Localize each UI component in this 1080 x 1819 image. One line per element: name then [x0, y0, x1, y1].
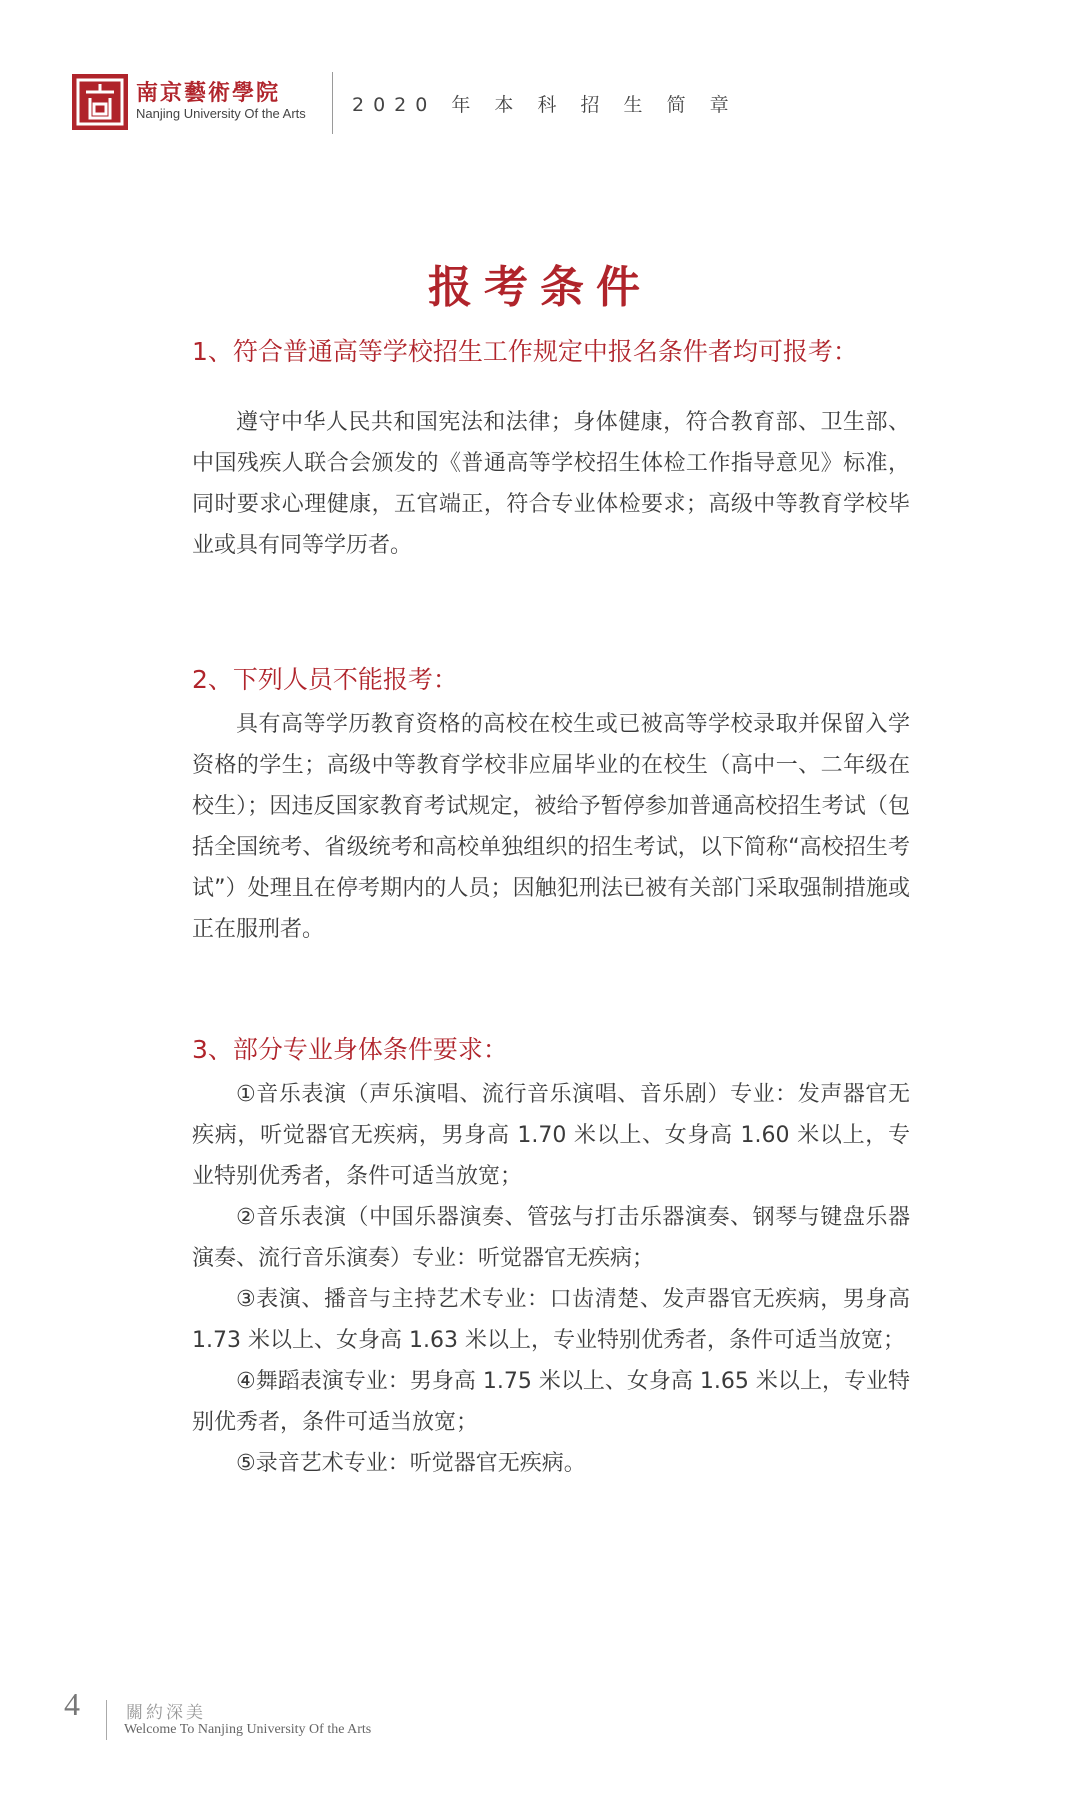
- section-paragraph: 具有高等学历教育资格的高校在校生或已被高等学校录取并保留入学资格的学生；高级中等教育学校非应届毕业的在校生（高中一、二年级在校生）；因违反国家教育考试规定，被给予暂停参加普通高校招生考试（包括全国统考、省级统考和高校单独组织的招生考试，以下简称“高校招生考试”）处理且在停考期内的人员；因触犯刑法已被有关部门采取强制措施或正在服刑者。: [192, 712, 910, 942]
- section-ineligible: [192, 660, 910, 950]
- footer-divider: [106, 1700, 107, 1740]
- section-heading: 2、下列人员不能报考：: [192, 665, 458, 694]
- list-item: ⑤录音艺术专业：听觉器官无疾病。: [236, 1451, 586, 1476]
- section-paragraph: 遵守中华人民共和国宪法和法律；身体健康，符合教育部、卫生部、中国残疾人联合会颁发的《普通高等学校招生体检工作指导意见》标准，同时要求心理健康，五官端正，符合专业体检要求；高级中等教育学校毕业或具有同等学历者。: [192, 410, 910, 558]
- list-item: ①音乐表演（声乐演唱、流行音乐演唱、音乐剧）专业：发声器官无疾病，听觉器官无疾病，男身高 1.70 米以上、女身高 1.60 米以上，专业特别优秀者，条件可适当放宽；: [192, 1082, 910, 1189]
- footer-slogan-en: Welcome To Nanjing University Of the Arts: [124, 1722, 372, 1737]
- university-seal-logo: [72, 74, 128, 130]
- requirements-list: [192, 1074, 910, 1484]
- section-eligibility: [192, 332, 910, 566]
- section-heading: 3、部分专业身体条件要求：: [192, 1035, 508, 1064]
- footer-slogan-cn: 關約深美: [126, 1703, 206, 1723]
- list-item: ②音乐表演（中国乐器演奏、管弦与打击乐器演奏、钢琴与键盘乐器演奏、流行音乐演奏）专业：听觉器官无疾病；: [192, 1205, 910, 1271]
- page-title: 报考条件: [428, 262, 652, 314]
- page-header: [72, 72, 772, 134]
- logo-text-cn: 南京藝術學院: [136, 80, 281, 106]
- page-number: 4: [64, 1686, 80, 1722]
- brochure-title: 2020 年 本 科 招 生 简 章: [352, 94, 738, 116]
- list-item: ③表演、播音与主持艺术专业：口齿清楚、发声器官无疾病，男身高 1.73 米以上、女身高 1.63 米以上，专业特别优秀者，条件可适当放宽；: [192, 1287, 910, 1353]
- logo-text-en: Nanjing University Of the Arts: [136, 106, 306, 121]
- list-item: ④舞蹈表演专业：男身高 1.75 米以上、女身高 1.65 米以上，专业特别优秀者，条件可适当放宽；: [192, 1369, 910, 1435]
- header-divider: [332, 72, 333, 134]
- section-heading: 1、符合普通高等学校招生工作规定中报名条件者均可报考：: [192, 337, 858, 366]
- section-physical-requirements: [192, 1030, 910, 1484]
